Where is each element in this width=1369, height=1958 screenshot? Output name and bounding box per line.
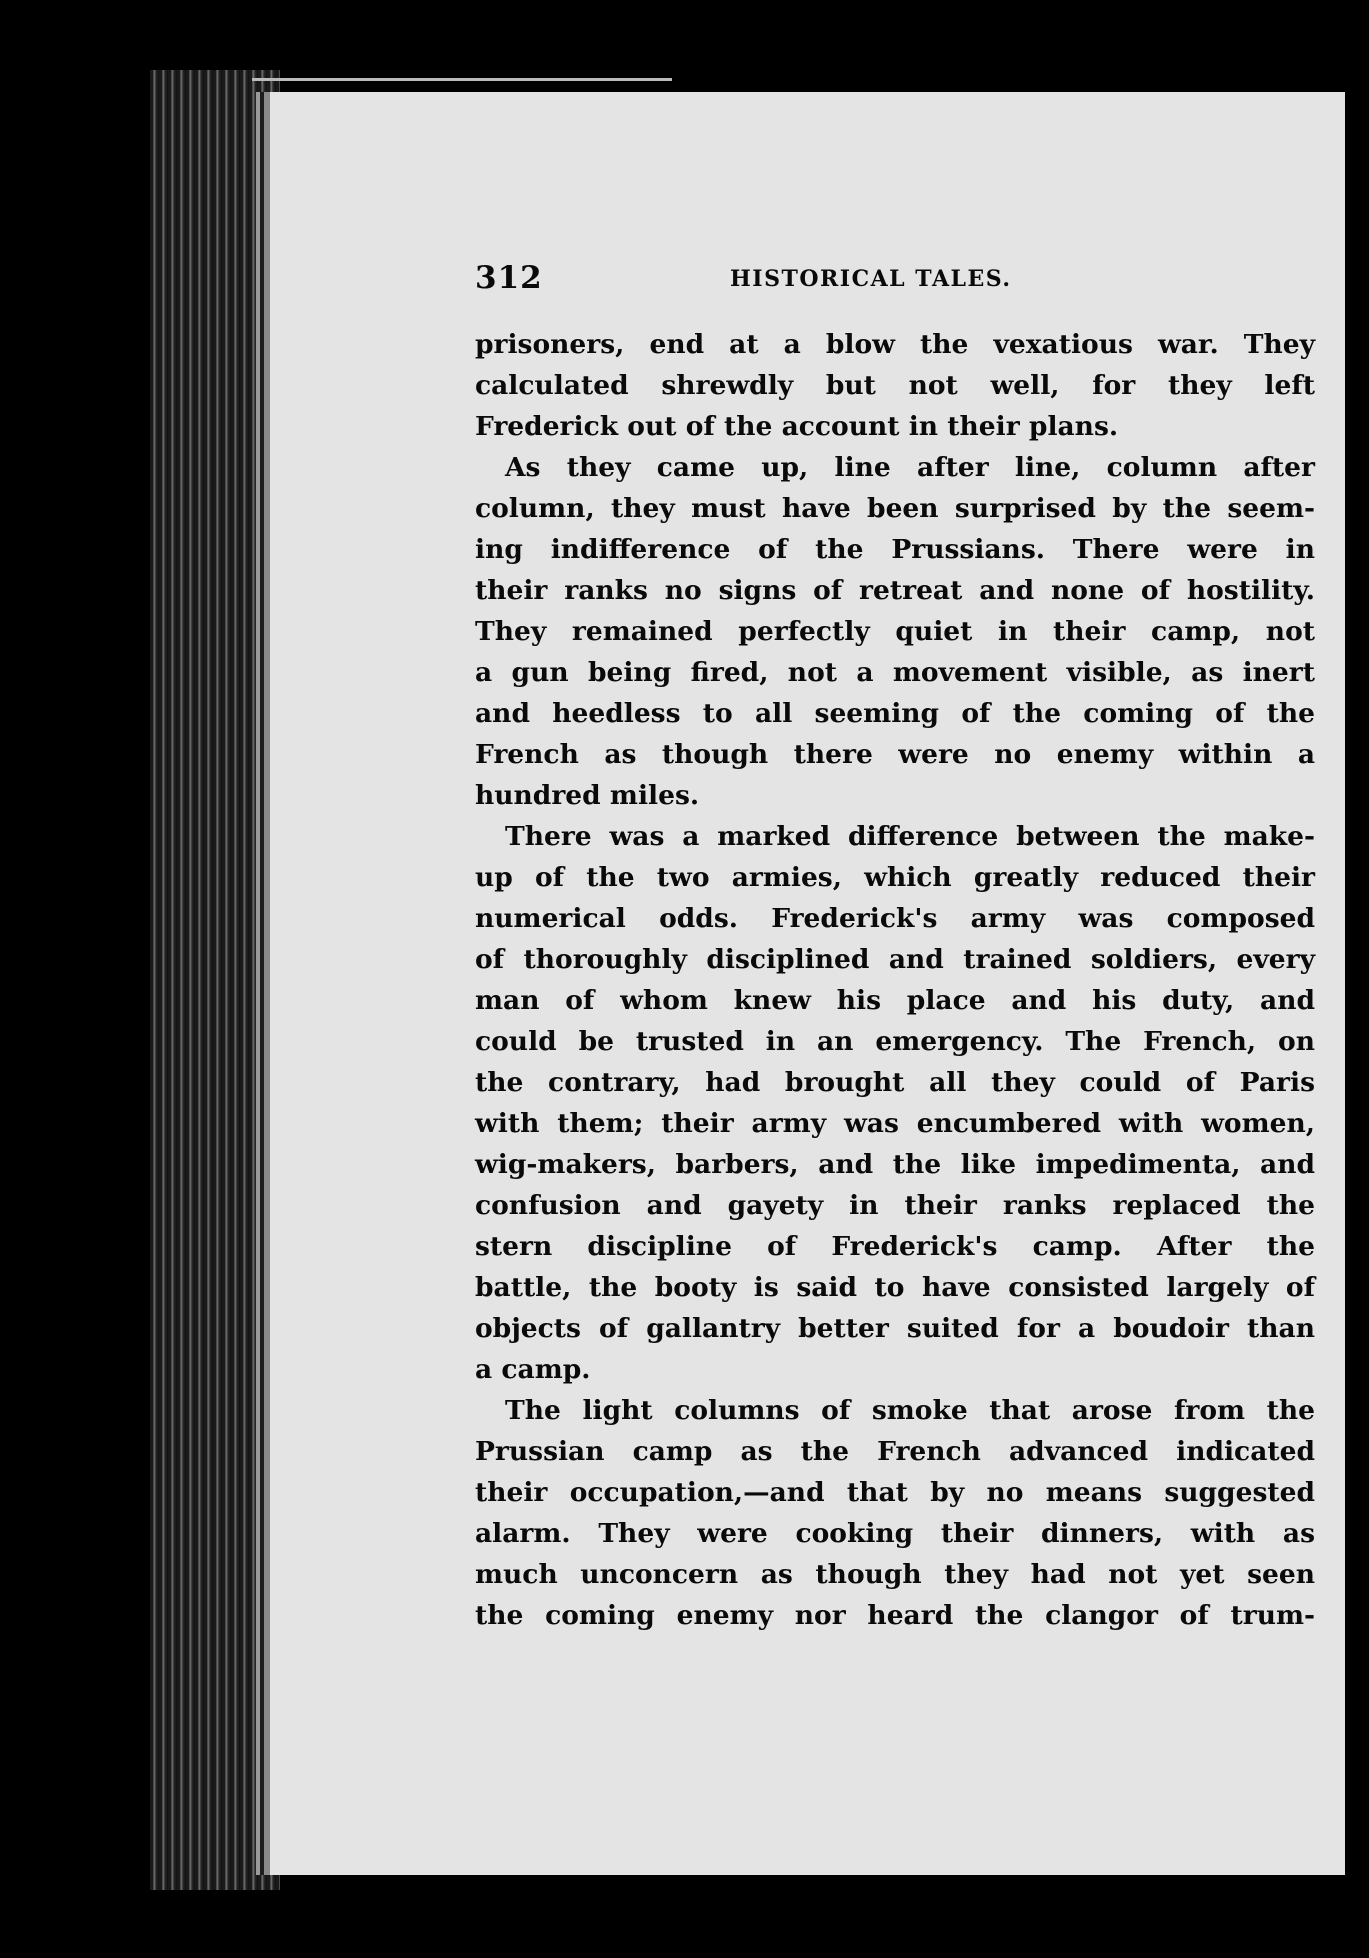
page-number: 312 <box>475 260 543 296</box>
text-line: the coming enemy nor heard the clangor of trum- <box>475 1600 1315 1631</box>
text-line: alarm. They were cooking their dinners, with as <box>475 1518 1315 1549</box>
paragraph <box>475 1390 1315 1636</box>
text-line: Frederick out of the account in their plans. <box>475 411 1119 442</box>
text-line: their occupation,—and that by no means suggested <box>475 1477 1315 1508</box>
text-line: the contrary, had brought all they could of Paris <box>475 1067 1315 1098</box>
text-line: column, they must have been surprised by the seem- <box>475 493 1315 524</box>
text-line: As they came up, line after line, column after <box>505 452 1315 483</box>
paragraph <box>475 324 1315 447</box>
text-line: stern discipline of Frederick's camp. After the <box>475 1231 1315 1262</box>
text-line: man of whom knew his place and his duty, and <box>475 985 1315 1016</box>
text-line: a camp. <box>475 1354 591 1385</box>
text-line: battle, the booty is said to have consisted largely of <box>475 1272 1315 1303</box>
text-line: up of the two armies, which greatly reduced their <box>475 862 1315 893</box>
text-line: wig-makers, barbers, and the like impedimenta, and <box>475 1149 1315 1180</box>
text-line: Prussian camp as the French advanced indicated <box>475 1436 1315 1467</box>
text-line: of thoroughly disciplined and trained soldiers, every <box>475 944 1315 975</box>
text-line: French as though there were no enemy within a <box>475 739 1315 770</box>
text-line: They remained perfectly quiet in their camp, not <box>475 616 1315 647</box>
paragraph <box>475 447 1315 816</box>
book-page-edges <box>150 70 280 1890</box>
body-text <box>475 324 1315 1636</box>
text-line: calculated shrewdly but not well, for they left <box>475 370 1315 401</box>
text-line: numerical odds. Frederick's army was composed <box>475 903 1315 934</box>
text-line: prisoners, end at a blow the vexatious war. They <box>475 329 1315 360</box>
text-line: with them; their army was encumbered with women, <box>475 1108 1315 1139</box>
text-line: and heedless to all seeming of the coming of the <box>475 698 1315 729</box>
text-line: ing indifference of the Prussians. There were in <box>475 534 1315 565</box>
text-line: their ranks no signs of retreat and none of hostility. <box>475 575 1315 606</box>
text-line: much unconcern as though they had not yet seen <box>475 1559 1315 1590</box>
running-title: HISTORICAL TALES. <box>730 266 1012 292</box>
text-line: The light columns of smoke that arose from the <box>505 1395 1315 1426</box>
text-line: objects of gallantry better suited for a boudoir than <box>475 1313 1315 1344</box>
text-line: a gun being fired, not a movement visible, as inert <box>475 657 1315 688</box>
text-line: could be trusted in an emergency. The French, on <box>475 1026 1315 1057</box>
text-line: hundred miles. <box>475 780 700 811</box>
book-page <box>270 92 1345 1875</box>
running-head <box>475 260 1305 300</box>
text-line: confusion and gayety in their ranks replaced the <box>475 1190 1315 1221</box>
paragraph <box>475 816 1315 1390</box>
text-line: There was a marked difference between the make- <box>505 821 1315 852</box>
